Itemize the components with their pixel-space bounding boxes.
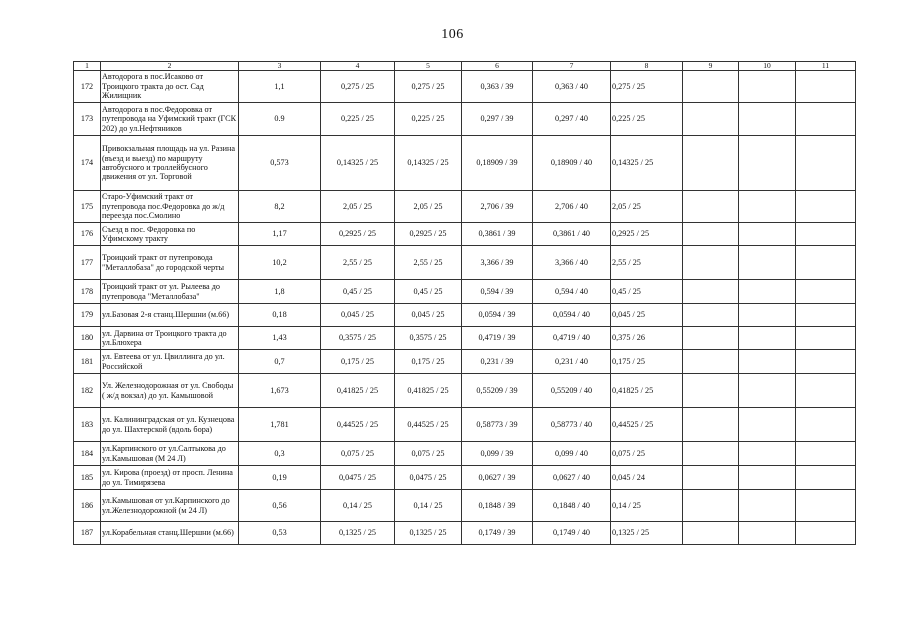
value-cell-c3: 1,43 xyxy=(239,327,321,350)
table-row xyxy=(74,442,856,466)
value-cell-c4: 0,44525 / 25 xyxy=(321,408,395,442)
row-number-cell: 187 xyxy=(74,522,101,545)
value-cell-c7: 2,706 / 40 xyxy=(533,191,611,223)
value-cell-c5: 0,41825 / 25 xyxy=(395,374,462,408)
road-name-cell: ул.Корабельная станц.Шершни (м.66) xyxy=(101,522,239,545)
value-cell-c6: 0,1848 / 39 xyxy=(462,490,533,522)
table-row xyxy=(74,327,856,350)
value-cell-c7: 0,58773 / 40 xyxy=(533,408,611,442)
value-cell-c3: 0,3 xyxy=(239,442,321,466)
value-cell-c10 xyxy=(739,374,796,408)
value-cell-c5: 0,045 / 25 xyxy=(395,304,462,327)
column-header-7: 7 xyxy=(533,62,611,71)
value-cell-c8: 0,225 / 25 xyxy=(611,103,683,136)
value-cell-c8: 0,375 / 26 xyxy=(611,327,683,350)
value-cell-c7: 0,297 / 40 xyxy=(533,103,611,136)
row-number-cell: 184 xyxy=(74,442,101,466)
value-cell-c3: 1,8 xyxy=(239,280,321,304)
value-cell-c7: 0,3861 / 40 xyxy=(533,223,611,246)
roads-table xyxy=(73,61,856,545)
value-cell-c9 xyxy=(683,327,739,350)
value-cell-c3: 0,19 xyxy=(239,466,321,490)
table-row xyxy=(74,191,856,223)
value-cell-c11 xyxy=(796,408,856,442)
column-header-9: 9 xyxy=(683,62,739,71)
value-cell-c3: 10,2 xyxy=(239,246,321,280)
value-cell-c11 xyxy=(796,223,856,246)
table-body xyxy=(74,71,856,545)
column-header-8: 8 xyxy=(611,62,683,71)
value-cell-c7: 0,231 / 40 xyxy=(533,350,611,374)
value-cell-c5: 0,1325 / 25 xyxy=(395,522,462,545)
value-cell-c4: 2,05 / 25 xyxy=(321,191,395,223)
value-cell-c3: 1,673 xyxy=(239,374,321,408)
row-number-cell: 177 xyxy=(74,246,101,280)
value-cell-c11 xyxy=(796,191,856,223)
value-cell-c4: 0,3575 / 25 xyxy=(321,327,395,350)
value-cell-c5: 0,3575 / 25 xyxy=(395,327,462,350)
value-cell-c7: 0,0594 / 40 xyxy=(533,304,611,327)
value-cell-c11 xyxy=(796,71,856,103)
value-cell-c6: 0,594 / 39 xyxy=(462,280,533,304)
road-name-cell: Ул. Железнодорожная от ул. Свободы ( ж/д вокзал) до ул. Камышовой xyxy=(101,374,239,408)
value-cell-c7: 0,18909 / 40 xyxy=(533,136,611,191)
value-cell-c10 xyxy=(739,408,796,442)
value-cell-c8: 2,05 / 25 xyxy=(611,191,683,223)
value-cell-c3: 0,56 xyxy=(239,490,321,522)
value-cell-c8: 0,14 / 25 xyxy=(611,490,683,522)
row-number-cell: 179 xyxy=(74,304,101,327)
value-cell-c3: 0,53 xyxy=(239,522,321,545)
row-number-cell: 176 xyxy=(74,223,101,246)
value-cell-c8: 0,44525 / 25 xyxy=(611,408,683,442)
value-cell-c4: 0,14 / 25 xyxy=(321,490,395,522)
value-cell-c6: 0,231 / 39 xyxy=(462,350,533,374)
value-cell-c9 xyxy=(683,522,739,545)
value-cell-c8: 0,2925 / 25 xyxy=(611,223,683,246)
value-cell-c6: 2,706 / 39 xyxy=(462,191,533,223)
value-cell-c5: 2,05 / 25 xyxy=(395,191,462,223)
value-cell-c11 xyxy=(796,374,856,408)
value-cell-c3: 8,2 xyxy=(239,191,321,223)
value-cell-c9 xyxy=(683,490,739,522)
table-row xyxy=(74,522,856,545)
value-cell-c8: 2,55 / 25 xyxy=(611,246,683,280)
value-cell-c3: 1,17 xyxy=(239,223,321,246)
value-cell-c9 xyxy=(683,350,739,374)
value-cell-c5: 0,45 / 25 xyxy=(395,280,462,304)
road-name-cell: ул.Камышовая от ул.Карпинского до ул.Железнодорожной (м 24 Л) xyxy=(101,490,239,522)
value-cell-c5: 0,225 / 25 xyxy=(395,103,462,136)
value-cell-c8: 0,14325 / 25 xyxy=(611,136,683,191)
road-name-cell: ул. Дарвина от Троицкого тракта до ул.Блюхера xyxy=(101,327,239,350)
road-name-cell: Троицкий тракт от ул. Рылеева до путепровода "Металлобаза" xyxy=(101,280,239,304)
table-row xyxy=(74,304,856,327)
value-cell-c6: 0,363 / 39 xyxy=(462,71,533,103)
value-cell-c3: 1,1 xyxy=(239,71,321,103)
column-header-1: 1 xyxy=(74,62,101,71)
table-row xyxy=(74,136,856,191)
value-cell-c11 xyxy=(796,522,856,545)
value-cell-c10 xyxy=(739,191,796,223)
row-number-cell: 175 xyxy=(74,191,101,223)
value-cell-c10 xyxy=(739,246,796,280)
value-cell-c11 xyxy=(796,103,856,136)
value-cell-c6: 0,0594 / 39 xyxy=(462,304,533,327)
value-cell-c4: 0,045 / 25 xyxy=(321,304,395,327)
page-number: 106 xyxy=(441,27,464,42)
value-cell-c11 xyxy=(796,490,856,522)
value-cell-c11 xyxy=(796,246,856,280)
value-cell-c5: 0,44525 / 25 xyxy=(395,408,462,442)
table-row xyxy=(74,246,856,280)
value-cell-c3: 1,781 xyxy=(239,408,321,442)
value-cell-c8: 0,175 / 25 xyxy=(611,350,683,374)
value-cell-c6: 0,297 / 39 xyxy=(462,103,533,136)
row-number-cell: 181 xyxy=(74,350,101,374)
road-name-cell: Съезд в пос. Федоровка по Уфимскому тракту xyxy=(101,223,239,246)
table-row xyxy=(74,223,856,246)
value-cell-c7: 0,55209 / 40 xyxy=(533,374,611,408)
table-row xyxy=(74,103,856,136)
value-cell-c11 xyxy=(796,350,856,374)
value-cell-c11 xyxy=(796,136,856,191)
value-cell-c7: 3,366 / 40 xyxy=(533,246,611,280)
value-cell-c4: 0,2925 / 25 xyxy=(321,223,395,246)
value-cell-c9 xyxy=(683,71,739,103)
value-cell-c8: 0,045 / 25 xyxy=(611,304,683,327)
value-cell-c10 xyxy=(739,442,796,466)
row-number-cell: 183 xyxy=(74,408,101,442)
table-row xyxy=(74,466,856,490)
value-cell-c7: 0,594 / 40 xyxy=(533,280,611,304)
column-header-6: 6 xyxy=(462,62,533,71)
value-cell-c4: 2,55 / 25 xyxy=(321,246,395,280)
value-cell-c6: 0,4719 / 39 xyxy=(462,327,533,350)
value-cell-c9 xyxy=(683,374,739,408)
value-cell-c4: 0,175 / 25 xyxy=(321,350,395,374)
value-cell-c4: 0,225 / 25 xyxy=(321,103,395,136)
road-name-cell: Старо-Уфимский тракт от путепровода пос.Федоровка до ж/д переезда пос.Смолино xyxy=(101,191,239,223)
road-name-cell: Автодорога в пос.Исаково от Троицкого тракта до ост. Сад Жилищник xyxy=(101,71,239,103)
value-cell-c9 xyxy=(683,103,739,136)
value-cell-c4: 0,14325 / 25 xyxy=(321,136,395,191)
value-cell-c4: 0,075 / 25 xyxy=(321,442,395,466)
value-cell-c6: 0,18909 / 39 xyxy=(462,136,533,191)
row-number-cell: 174 xyxy=(74,136,101,191)
row-number-cell: 180 xyxy=(74,327,101,350)
value-cell-c3: 0,573 xyxy=(239,136,321,191)
value-cell-c6: 0,58773 / 39 xyxy=(462,408,533,442)
value-cell-c8: 0,075 / 25 xyxy=(611,442,683,466)
value-cell-c10 xyxy=(739,136,796,191)
value-cell-c11 xyxy=(796,280,856,304)
value-cell-c11 xyxy=(796,442,856,466)
table-row xyxy=(74,350,856,374)
column-header-5: 5 xyxy=(395,62,462,71)
value-cell-c3: 0,18 xyxy=(239,304,321,327)
row-number-cell: 172 xyxy=(74,71,101,103)
road-name-cell: Привокзальная площадь на ул. Разина (въезд и выезд) по маршруту автобусного и троллейбусного движения от ул. Торговой xyxy=(101,136,239,191)
value-cell-c4: 0,41825 / 25 xyxy=(321,374,395,408)
column-header-10: 10 xyxy=(739,62,796,71)
row-number-cell: 185 xyxy=(74,466,101,490)
value-cell-c9 xyxy=(683,280,739,304)
value-cell-c11 xyxy=(796,327,856,350)
header-row xyxy=(74,62,856,71)
value-cell-c9 xyxy=(683,191,739,223)
value-cell-c8: 0,1325 / 25 xyxy=(611,522,683,545)
value-cell-c7: 0,4719 / 40 xyxy=(533,327,611,350)
value-cell-c4: 0,275 / 25 xyxy=(321,71,395,103)
road-name-cell: ул.Базовая 2-я станц.Шершни (м.66) xyxy=(101,304,239,327)
value-cell-c5: 0,075 / 25 xyxy=(395,442,462,466)
value-cell-c9 xyxy=(683,442,739,466)
column-header-4: 4 xyxy=(321,62,395,71)
value-cell-c4: 0,0475 / 25 xyxy=(321,466,395,490)
value-cell-c6: 0,3861 / 39 xyxy=(462,223,533,246)
column-header-3: 3 xyxy=(239,62,321,71)
value-cell-c9 xyxy=(683,246,739,280)
value-cell-c5: 0,175 / 25 xyxy=(395,350,462,374)
value-cell-c9 xyxy=(683,408,739,442)
value-cell-c10 xyxy=(739,327,796,350)
road-name-cell: ул.Карпинского от ул.Салтыкова до ул.Камышовая (М 24 Л) xyxy=(101,442,239,466)
value-cell-c8: 0,45 / 25 xyxy=(611,280,683,304)
value-cell-c6: 0,0627 / 39 xyxy=(462,466,533,490)
value-cell-c7: 0,1848 / 40 xyxy=(533,490,611,522)
value-cell-c10 xyxy=(739,350,796,374)
value-cell-c4: 0,45 / 25 xyxy=(321,280,395,304)
value-cell-c6: 0,099 / 39 xyxy=(462,442,533,466)
road-name-cell: Автодорога в пос.Федоровка от путепровода на Уфимский тракт (ГСК 202) до ул.Нефтяников xyxy=(101,103,239,136)
row-number-cell: 173 xyxy=(74,103,101,136)
value-cell-c5: 2,55 / 25 xyxy=(395,246,462,280)
table-row xyxy=(74,71,856,103)
value-cell-c10 xyxy=(739,466,796,490)
value-cell-c3: 0.9 xyxy=(239,103,321,136)
value-cell-c6: 0,1749 / 39 xyxy=(462,522,533,545)
value-cell-c11 xyxy=(796,466,856,490)
value-cell-c9 xyxy=(683,466,739,490)
value-cell-c5: 0,14 / 25 xyxy=(395,490,462,522)
value-cell-c5: 0,2925 / 25 xyxy=(395,223,462,246)
row-number-cell: 178 xyxy=(74,280,101,304)
road-name-cell: ул. Калининградская от ул. Кузнецова до ул. Шахтерской (вдоль бора) xyxy=(101,408,239,442)
value-cell-c9 xyxy=(683,304,739,327)
value-cell-c10 xyxy=(739,103,796,136)
value-cell-c8: 0,41825 / 25 xyxy=(611,374,683,408)
value-cell-c9 xyxy=(683,136,739,191)
value-cell-c8: 0,045 / 24 xyxy=(611,466,683,490)
road-name-cell: ул. Евтеева от ул. Цвиллинга до ул. Российской xyxy=(101,350,239,374)
value-cell-c7: 0,1749 / 40 xyxy=(533,522,611,545)
value-cell-c5: 0,275 / 25 xyxy=(395,71,462,103)
table-row xyxy=(74,374,856,408)
value-cell-c6: 3,366 / 39 xyxy=(462,246,533,280)
column-header-2: 2 xyxy=(101,62,239,71)
value-cell-c5: 0,14325 / 25 xyxy=(395,136,462,191)
value-cell-c9 xyxy=(683,223,739,246)
table-row xyxy=(74,280,856,304)
value-cell-c5: 0,0475 / 25 xyxy=(395,466,462,490)
value-cell-c10 xyxy=(739,490,796,522)
road-name-cell: ул. Кирова (проезд) от просп. Ленина до ул. Тимирязева xyxy=(101,466,239,490)
value-cell-c11 xyxy=(796,304,856,327)
column-header-11: 11 xyxy=(796,62,856,71)
value-cell-c3: 0,7 xyxy=(239,350,321,374)
value-cell-c7: 0,099 / 40 xyxy=(533,442,611,466)
value-cell-c10 xyxy=(739,304,796,327)
row-number-cell: 182 xyxy=(74,374,101,408)
table-row xyxy=(74,490,856,522)
value-cell-c4: 0,1325 / 25 xyxy=(321,522,395,545)
road-name-cell: Троицкий тракт от путепровода "Металлобаза" до городской черты xyxy=(101,246,239,280)
value-cell-c7: 0,0627 / 40 xyxy=(533,466,611,490)
row-number-cell: 186 xyxy=(74,490,101,522)
table-row xyxy=(74,408,856,442)
value-cell-c10 xyxy=(739,223,796,246)
value-cell-c10 xyxy=(739,522,796,545)
value-cell-c7: 0,363 / 40 xyxy=(533,71,611,103)
value-cell-c8: 0,275 / 25 xyxy=(611,71,683,103)
value-cell-c10 xyxy=(739,280,796,304)
value-cell-c6: 0,55209 / 39 xyxy=(462,374,533,408)
value-cell-c10 xyxy=(739,71,796,103)
